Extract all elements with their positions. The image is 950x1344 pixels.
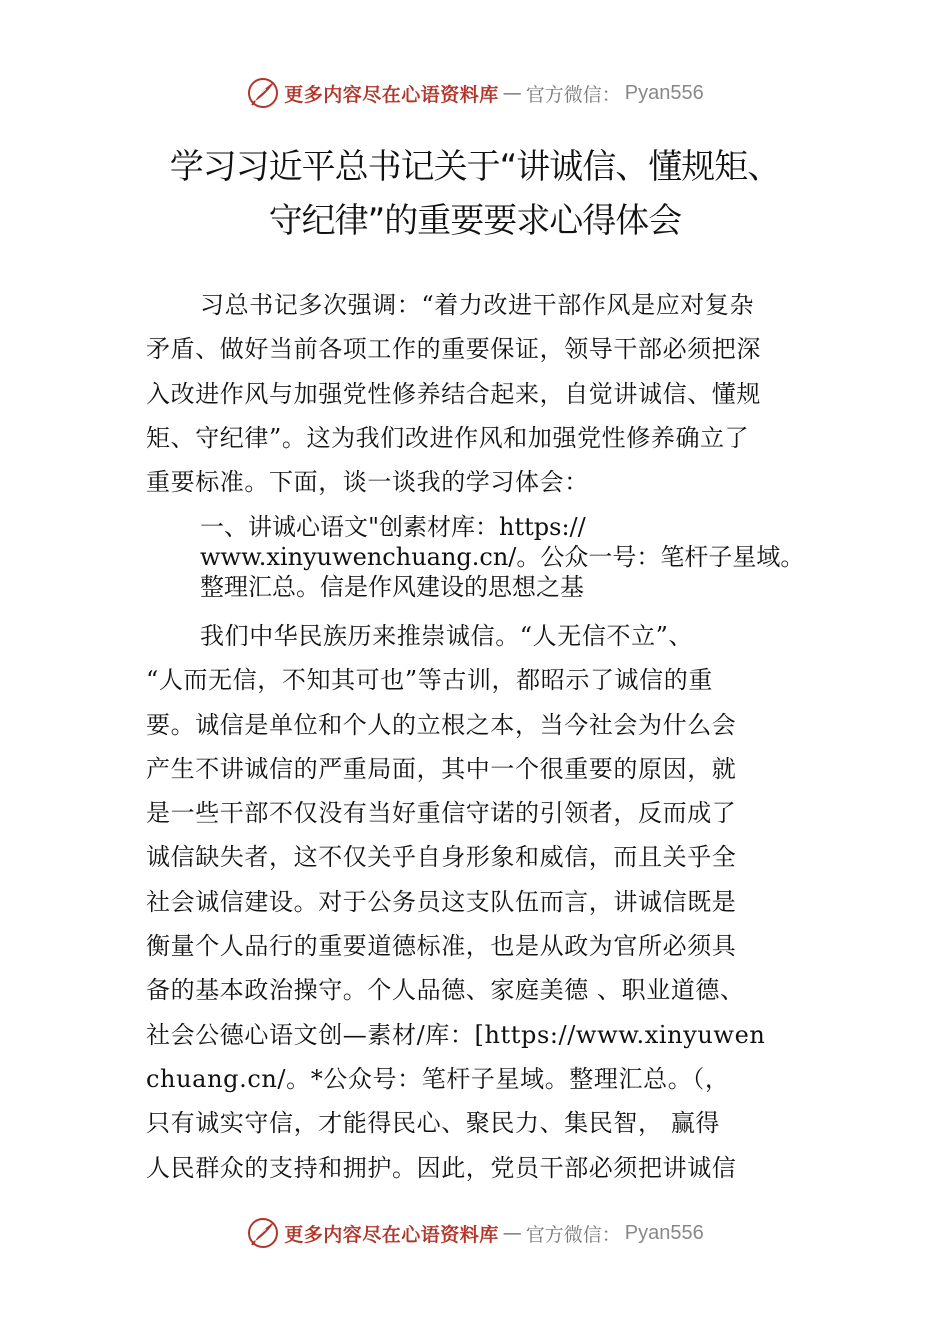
text-line: 是一些干部不仅没有当好重信守诺的引领者，反而成了 <box>146 799 737 828</box>
text-line: 产生不讲诚信的严重局面，其中一个很重要的原因，就 <box>146 754 737 783</box>
banner-wechat-id: Pyan556 <box>624 81 704 104</box>
banner-promo-text: 更多内容尽在心语资料库 <box>284 83 499 106</box>
text-line: 备的基本政治操守。个人品德、家庭美德 、职业道德、 <box>146 976 745 1005</box>
text-line: 习总书记多次强调：“着力改进干部作风是应对复杂 <box>200 291 755 319</box>
title-line: 学习习近平总书记关于“讲诚信、懂规矩、 <box>169 147 781 187</box>
heading-line: www.xinyuwenchuang.cn/。公众一号：笔杆子星域。 <box>200 543 805 571</box>
text-line: “人而无信，不知其可也”等古训，都昭示了诚信的重 <box>146 666 713 695</box>
text-line: 只有诚实守信，才能得民心、聚民力、集民智， 赢得 <box>146 1109 721 1138</box>
banner-wechat-label: 官方微信： <box>525 1223 621 1246</box>
feather-pen-logo-icon <box>246 1216 280 1250</box>
intro-paragraph <box>146 283 826 504</box>
text-line: 重要标准。下面，谈一谈我的学习体会： <box>146 468 589 497</box>
text-line: 诚信缺失者，这不仅关乎自身形象和威信，而且关乎全 <box>146 843 737 872</box>
text-line: 要。诚信是单位和个人的立根之本，当今社会为什么会 <box>146 710 737 739</box>
text-line: 我们中华民族历来推崇诚信。“人无信不立”、 <box>200 622 694 650</box>
banner-separator: — <box>502 1222 522 1244</box>
text-line: 衡量个人品行的重要道德标准，也是从政为官所必须具 <box>146 932 737 961</box>
feather-pen-logo-icon <box>246 76 280 110</box>
document-title <box>120 140 830 248</box>
header-banner <box>0 73 950 113</box>
banner-separator: — <box>502 82 522 104</box>
heading-line: 整理汇总。信是作风建设的思想之基 <box>200 573 584 601</box>
text-line: 人民群众的支持和拥护。因此，党员干部必须把讲诚信 <box>146 1153 737 1182</box>
text-line: 矛盾、做好当前各项工作的重要保证，领导干部必须把深 <box>146 335 761 364</box>
text-line: chuang.cn/。*公众号：笔杆子星域。整理汇总。（， <box>146 1064 730 1093</box>
body-paragraph <box>146 614 826 1190</box>
banner-wechat-id: Pyan556 <box>624 1221 704 1244</box>
text-line: 矩、守纪律”。这为我们改进作风和加强党性修养确立了 <box>146 423 750 452</box>
text-line: 社会诚信建设。对于公务员这支队伍而言，讲诚信既是 <box>146 887 737 916</box>
banner-promo-text: 更多内容尽在心语资料库 <box>284 1223 499 1246</box>
text-line: 入改进作风与加强党性修养结合起来，自觉讲诚信、懂规 <box>146 379 761 408</box>
footer-banner <box>0 1213 950 1253</box>
banner-wechat-label: 官方微信： <box>525 83 621 106</box>
title-line: 守纪律”的重要要求心得体会 <box>268 201 682 241</box>
section-heading <box>200 512 840 602</box>
heading-line: 一、讲诚心语文"创素材库：https:// <box>200 513 586 541</box>
text-line: 社会公德心语文创—素材/库：[https://www.xinyuwen <box>146 1020 766 1049</box>
